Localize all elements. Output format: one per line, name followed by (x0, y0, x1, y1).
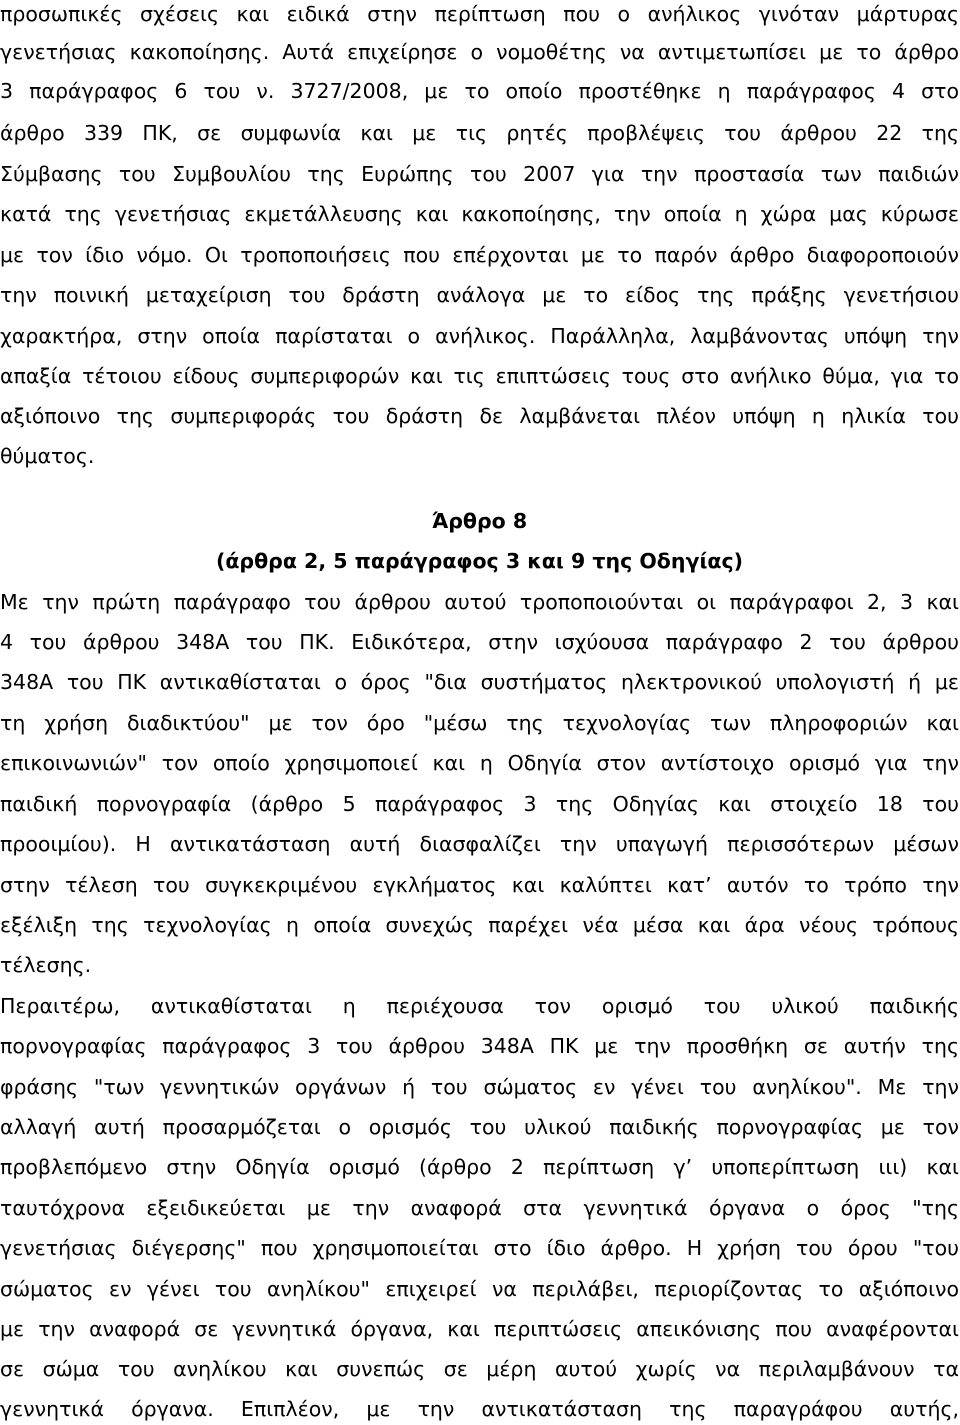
text-line: στην τέλεση του συγκεκριμένου εγκλήματος και καλύπτει κατ’ αυτόν το τρόπο την (0, 873, 959, 897)
text-line: επικοινωνιών" τον οποίο χρησιμοποιεί και η Οδηγία στον αντίστοιχο ορισμό για την (0, 751, 959, 775)
text-line: με την αναφορά σε γεννητικά όργανα, και περιπτώσεις απεικόνισης που αναφέρονται (0, 1317, 959, 1341)
text-line: τη χρήση διαδικτύου" με τον όρο "μέσω της τεχνολογίας των πληροφοριών και (0, 711, 959, 735)
text-line: άρθρο 339 ΠΚ, σε συμφωνία και με τις ρητές προβλέψεις του άρθρου 22 της (0, 121, 959, 145)
text-line: Περαιτέρω, αντικαθίσταται η περιέχουσα τον ορισμό του υλικού παιδικής (0, 994, 959, 1018)
article-subheading: (άρθρα 2, 5 παράγραφος 3 και 9 της Οδηγίας) (215, 549, 744, 573)
text-line: 4 του άρθρου 348Α του ΠΚ. Ειδικότερα, στην ισχύουσα παράγραφο 2 του άρθρου (0, 630, 959, 654)
text-line: παιδική πορνογραφία (άρθρο 5 παράγραφος 3 της Οδηγίας και στοιχείο 18 του (0, 792, 959, 816)
text-line: Με την πρώτη παράγραφο του άρθρου αυτού τροποποιούνται οι παράγραφοι 2, 3 και (0, 590, 959, 614)
text-line: 348Α του ΠΚ αντικαθίσταται ο όρος "δια συστήματος ηλεκτρονικού υπολογιστή ή με (0, 670, 959, 694)
text-line: σε σώμα του ανηλίκου και συνεπώς σε μέρη αυτού χωρίς να περιλαμβάνουν τα (0, 1357, 959, 1381)
text-line: απαξία τέτοιου είδους συμπεριφορών και τις επιπτώσεις τους στο ανήλικο θύμα, για το (0, 364, 959, 388)
text-line: εξέλιξη της τεχνολογίας η οποία συνεχώς παρέχει νέα μέσα και άρα νέους τρόπους (0, 913, 959, 937)
text-line: θύματος. (0, 444, 95, 468)
text-line: φράσης "των γεννητικών οργάνων ή του σώματος εν γένει του ανηλίκου". Με την (0, 1075, 959, 1099)
text-line: γενετήσιας διέγερσης" που χρησιμοποιείται στο ίδιο άρθρο. Η χρήση του όρου "του (0, 1236, 959, 1260)
text-line: ταυτόχρονα εξειδικεύεται με την αναφορά στα γεννητικά όργανα ο όρος "της (0, 1196, 959, 1220)
text-line: την ποινική μεταχείριση του δράστη ανάλογα με το είδος της πράξης γενετήσιου (0, 283, 959, 307)
text-line: προβλεπόμενο στην Οδηγία ορισμό (άρθρο 2 περίπτωση γ’ υποπερίπτωση ιιι) και (0, 1155, 959, 1179)
text-line: αξιόποινο της συμπεριφοράς του δράστη δε λαμβάνεται πλέον υπόψη η ηλικία του (0, 404, 959, 428)
article-heading: Άρθρο 8 (431, 509, 528, 533)
text-line: γενετήσιας κακοποίησης. Αυτά επιχείρησε ο νομοθέτης να αντιμετωπίσει με το άρθρο (0, 40, 959, 64)
text-line: Σύμβασης του Συμβουλίου της Ευρώπης του 2007 για την προστασία των παιδιών (0, 162, 959, 186)
text-line: 3 παράγραφος 6 του ν. 3727/2008, με το οποίο προστέθηκε η παράγραφος 4 στο (0, 79, 959, 103)
text-line: προοιμίου). Η αντικατάσταση αυτή διασφαλίζει την υπαγωγή περισσότερων μέσων (0, 832, 959, 856)
text-line: κατά της γενετήσιας εκμετάλλευσης και κακοποίησης, την οποία η χώρα μας κύρωσε (0, 202, 959, 226)
text-line: τέλεσης. (0, 953, 92, 977)
text-line: χαρακτήρα, στην οποία παρίσταται ο ανήλικος. Παράλληλα, λαμβάνοντας υπόψη την (0, 324, 959, 348)
text-line: γεννητικά όργανα. Επιπλέον, με την αντικατάσταση της παραγράφου αυτής, (0, 1397, 959, 1421)
text-line: πορνογραφίας παράγραφος 3 του άρθρου 348Α ΠΚ με την προσθήκη σε αυτήν της (0, 1034, 959, 1058)
text-line: σώματος εν γένει του ανηλίκου" επιχειρεί να περιλάβει, περιορίζοντας το αξιόποινο (0, 1277, 959, 1301)
text-line: αλλαγή αυτή προσαρμόζεται ο ορισμός του υλικού παιδικής πορνογραφίας με τον (0, 1115, 959, 1139)
text-line: προσωπικές σχέσεις και ειδικά στην περίπτωση που ο ανήλικος γινόταν μάρτυρας (0, 2, 959, 26)
text-line: με τον ίδιο νόμο. Οι τροποποιήσεις που επέρχονται με το παρόν άρθρο διαφοροποιούν (0, 243, 959, 267)
